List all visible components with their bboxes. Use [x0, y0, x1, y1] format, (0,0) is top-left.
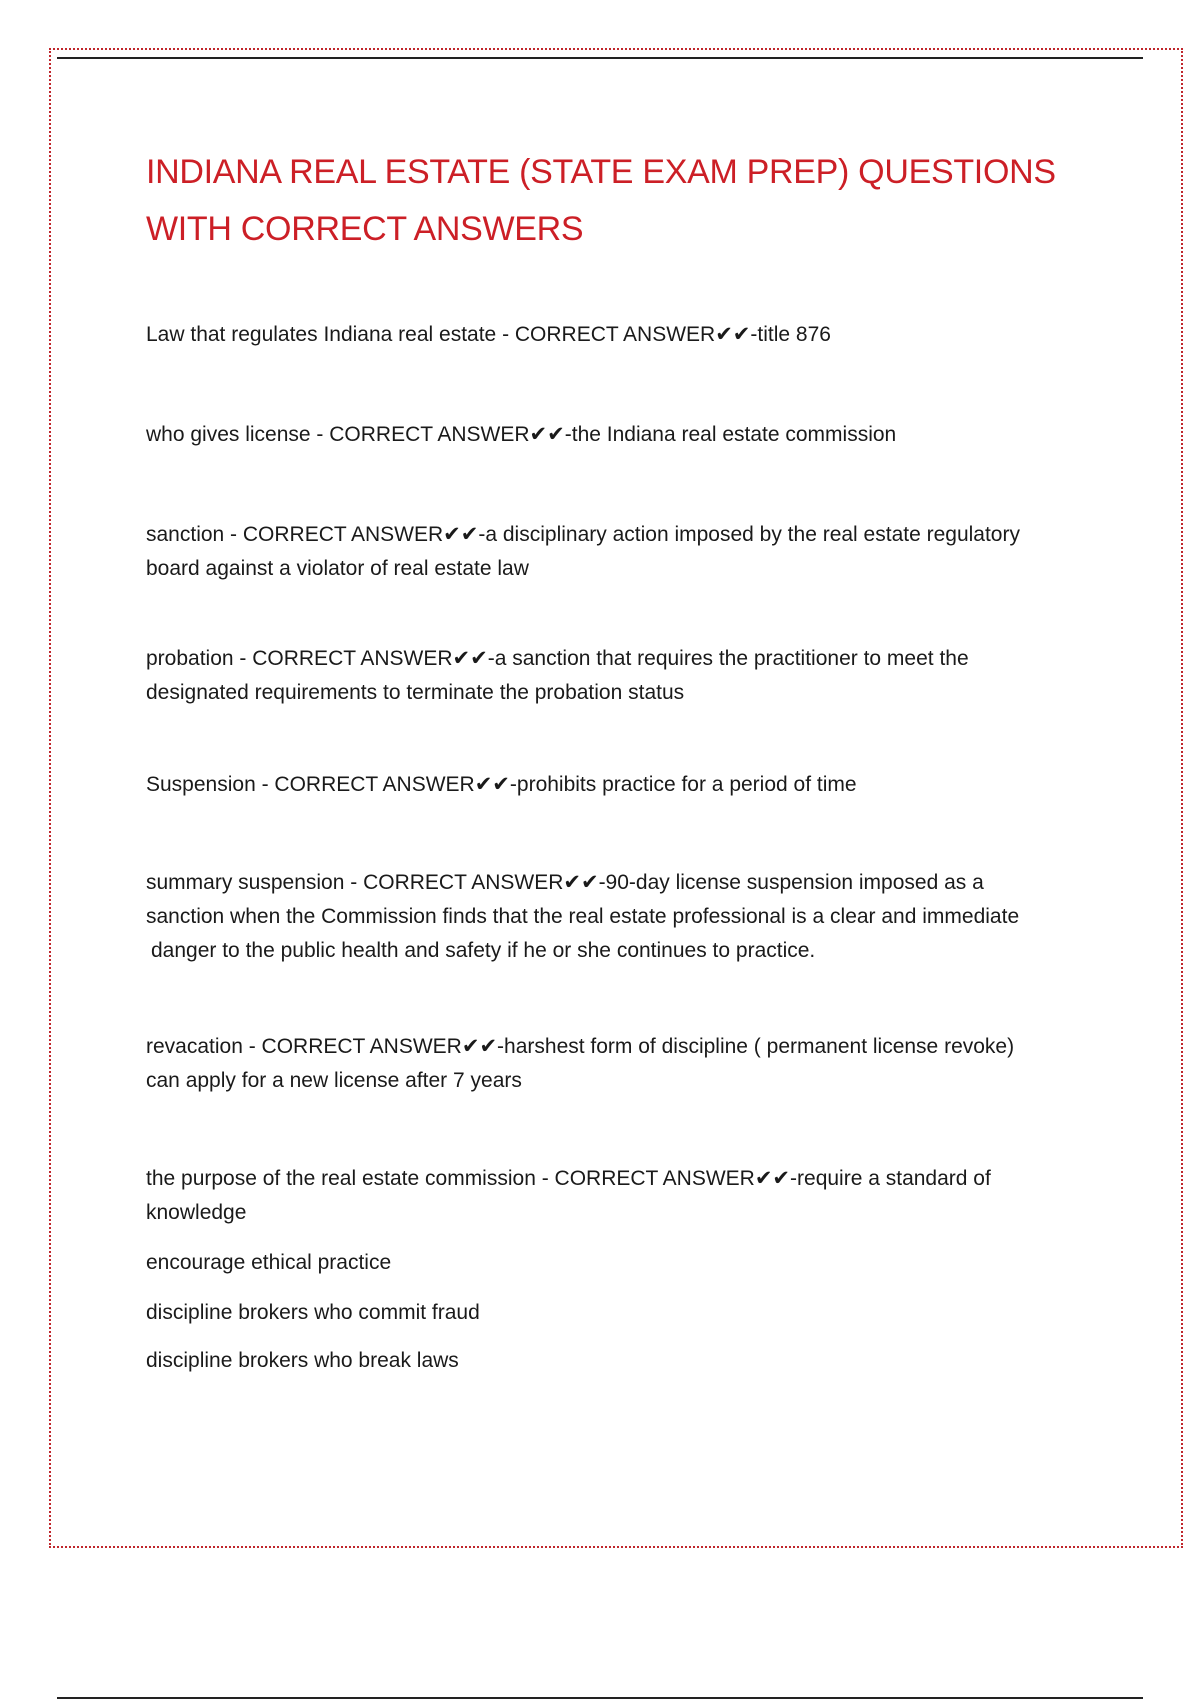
qa-line: knowledge [146, 1201, 247, 1224]
qa-item [146, 1162, 1106, 1230]
title-line-1: INDIANA REAL ESTATE (STATE EXAM PREP) QUESTIONS [146, 153, 1056, 191]
qa-line: designated requirements to terminate the probation status [146, 681, 685, 704]
qa-line: sanction when the Commission finds that the real estate professional is a clear and immediate [146, 905, 1020, 928]
qa-line: summary suspension - CORRECT ANSWER✔✔-90-day license suspension imposed as a [146, 871, 984, 894]
title-line-2: WITH CORRECT ANSWERS [146, 210, 584, 248]
qa-item [146, 1030, 1106, 1098]
qa-line: revacation - CORRECT ANSWER✔✔-harshest form of discipline ( permanent license revoke) [146, 1035, 1015, 1058]
purpose-line: discipline brokers who break laws [146, 1349, 459, 1372]
purpose-line: encourage ethical practice [146, 1251, 392, 1274]
qa-line: can apply for a new license after 7 years [146, 1069, 522, 1092]
qa-line: Law that regulates Indiana real estate - CORRECT ANSWER✔✔-title 876 [146, 323, 831, 346]
qa-item [146, 866, 1106, 968]
document-title [146, 144, 1106, 258]
qa-line: who gives license - CORRECT ANSWER✔✔-the Indiana real estate commission [146, 423, 897, 446]
footer-rule [57, 1697, 1143, 1699]
qa-item [146, 642, 1106, 710]
qa-item [146, 518, 1106, 586]
qa-item [146, 768, 1106, 802]
qa-line: board against a violator of real estate law [146, 557, 529, 580]
qa-line: the purpose of the real estate commission - CORRECT ANSWER✔✔-require a standard of [146, 1167, 991, 1190]
document-body [146, 144, 1106, 1378]
qa-item [146, 418, 1106, 452]
qa-line: sanction - CORRECT ANSWER✔✔-a disciplinary action imposed by the real estate regulatory [146, 523, 1020, 546]
qa-item [146, 318, 1106, 352]
qa-line: Suspension - CORRECT ANSWER✔✔-prohibits practice for a period of time [146, 773, 857, 796]
qa-line: probation - CORRECT ANSWER✔✔-a sanction that requires the practitioner to meet the [146, 647, 969, 670]
qa-line: danger to the public health and safety if he or she continues to practice. [151, 939, 816, 962]
purpose-line: discipline brokers who commit fraud [146, 1301, 480, 1324]
